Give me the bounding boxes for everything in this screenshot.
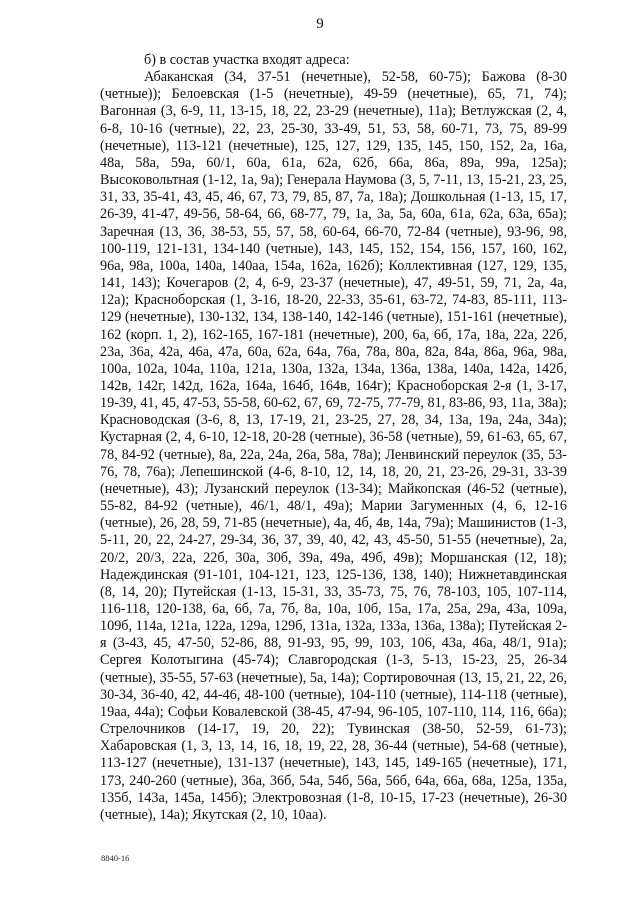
- document-code: 8840-16: [101, 853, 130, 863]
- section-intro: б) в состав участка входят адреса:: [144, 52, 350, 68]
- address-list-section: [100, 52, 567, 824]
- page-number: 9: [316, 16, 324, 32]
- address-list-paragraph: Абаканская (34, 37-51 (нечетные), 52-58, 60-75); Бажова (8-30 (четные)); Белоевская (1-5 (нечетные), 49-59 (нечетные), 65, 71, 74); Вагонная (3, 6-9, 11, 13-15, 18, 22, 23-29 (нечетные), 11а); Ветлужская (2, 4, 6-8, 10-16 (четные), 22, 23, 25-30, 33-49, 51, 53, 58, 60-71, 73, 75, 89-99 (нечетные), 113-121 (нечетные), 125, 127, 129, 135, 145, 150, 152, 2а, 16а, 48а, 58а, 59а, 60/1, 60а, 61а, 62а, 62б, 66а, 86а, 89а, 99а, 125а); Высоковольтная (1-12, 1а, 9а); Генерала Наумова (3, 5, 7-11, 13, 15-21, 23, 25, 31, 33, 35-41, 43, 45, 46, 67, 73, 79, 85, 87, 7а, 18а); Дошкольная (1-13, 15, 17, 26-39, 41-47, 49-56, 58-64, 66, 68-77, 79, 1а, 3а, 5а, 60а, 61а, 62а, 63а, 65а); Заречная (13, 36, 38-53, 55, 57, 58, 60-64, 66-70, 72-84 (четные), 93-96, 98, 100-119, 121-131, 134-140 (четные), 143, 145, 152, 154, 156, 157, 160, 162, 96а, 98а, 100а, 140а, 140аа, 154а, 162а, 162б); Коллективная (127, 129, 135, 141, 143); Кочегаров (2, 4, 6-9, 23-37 (нечетные), 47, 49-51, 59, 71, 2а, 4а, 12а); Красноборская (1, 3-16, 18-20, 22-33, 35-61, 63-72, 74-83, 85-111, 113-129 (нечетные), 130-132, 134, 138-140, 142-146 (четные), 151-161 (нечетные), 162 (корп. 1, 2), 162-165, 167-181 (нечетные), 200, 6а, 6б, 17а, 18а, 22а, 22б, 23а, 36а, 42а, 46а, 47а, 60а, 62а, 64а, 76а, 78а, 80а, 82а, 84а, 86а, 96а, 98а, 100а, 102а, 104а, 110а, 121а, 130а, 132а, 134а, 136а, 138а, 140а, 142а, 142б, 142в, 142г, 142д, 162а, 164а, 164б, 164в, 164г); Красноборская 2-я (1, 3-17, 19-39, 41, 45, 47-53, 55-58, 60-62, 67, 69, 72-75, 77-79, 81, 83-86, 93, 11а, 38а); Красноводская (3-6, 8, 13, 17-19, 21, 23-25, 27, 28, 34, 13а, 19а, 24а, 34а); Кустарная (2, 4, 6-10, 12-18, 20-28 (четные), 36-58 (четные), 59, 61-63, 65, 67, 78, 84-92 (четные), 8а, 22а, 24а, 26а, 58а, 78а); Ленвинский переулок (35, 53-76, 78, 76а); Лепешинской (4-6, 8-10, 12, 14, 18, 20, 21, 23-26, 29-31, 33-39 (нечетные), 43); Лузанский переулок (13-34); Майкопская (46-52 (четные), 55-82, 84-92 (четные), 46/1, 48/1, 49а); Марии Загуменных (4, 6, 12-16 (четные), 26, 28, 59, 71-85 (нечетные), 4а, 4б, 4в, 14а, 79а); Машинистов (1-3, 5-11, 20, 22, 24-27, 29-34, 36, 37, 39, 40, 42, 43, 45-50, 51-55 (нечетные), 2а, 20/2, 20/3, 22а, 22б, 30а, 30б, 39а, 49а, 49б, 49в); Моршанская (12, 18); Надеждинская (91-101, 104-121, 123, 125-136, 138, 140); Нижнетавдинская (8, 14, 20); Путейская (1-13, 15-31, 33, 35-73, 75, 76, 78-103, 105, 107-114, 116-118, 120-138, 6а, 6б, 7а, 7б, 8а, 10а, 10б, 15а, 17а, 25а, 29а, 43а, 109а, 109б, 114а, 121а, 122а, 129а, 129б, 131а, 132а, 133а, 136а, 138а); Путейская 2-я (3-43, 45, 47-50, 52-86, 88, 91-93, 95, 99, 103, 106, 43а, 46а, 48/1, 91а); Сергея Колотыгина (45-74); Славгородская (1-3, 5-13, 15-23, 25, 26-34 (четные), 35-55, 57-63 (нечетные), 5а, 14а); Сортировочная (13, 15, 21, 22, 26, 30-34, 36-40, 42, 44-46, 48-100 (четные), 104-110 (четные), 114-118 (четные), 19аа, 44а); Софьи Ковалевской (38-45, 47-94, 96-105, 107-110, 114, 116, 66а); Стрелочников (14-17, 19, 20, 22); Тувинская (38-50, 52-59, 61-73); Хабаровская (1, 3, 13, 14, 16, 18, 19, 22, 28, 36-44 (четные), 54-68 (четные), 113-127 (нечетные), 131-137 (нечетные), 143, 145, 149-165 (нечетные), 171, 173, 240-260 (четные), 36а, 36б, 54а, 54б, 56а, 56б, 64а, 66а, 68а, 125а, 135а, 135б, 143а, 145а, 145б); Электровозная (1-8, 10-15, 17-23 (нечетные), 26-30 (четные), 14а); Якутская (2, 10, 10аа).: [100, 69, 567, 823]
